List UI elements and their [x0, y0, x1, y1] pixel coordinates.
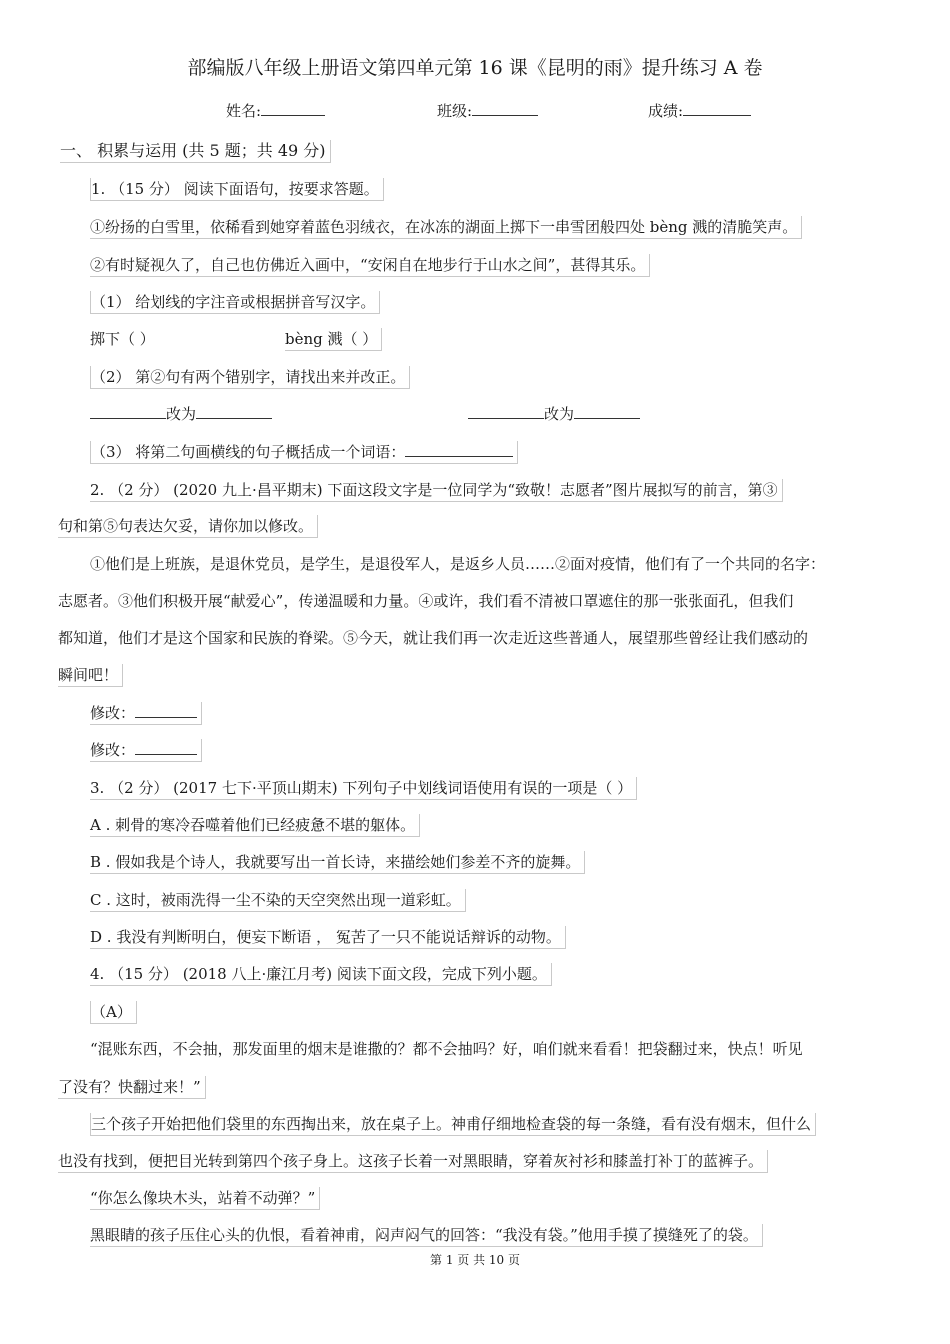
q4-reading-line-4: 也没有找到，便把目光转到第四个孩子身上。这孩子长着一对黑眼睛，穿着灰衬衫和膝盖打补丁的蓝裤子。: [58, 1150, 768, 1173]
q1-sentence-1: ①纷扬的白雪里，依稀看到她穿着蓝色羽绒衣，在冰冻的湖面上掷下一串雪团般四处 bèng 溅的清脆笑声。: [90, 216, 802, 239]
q2-fix-1-blank[interactable]: [135, 702, 197, 718]
q4-reading-line-6: 黑眼睛的孩子压住心头的仇恨，看着神甫，闷声闷气的回答：“我没有袋。”他用手摸了摸缝死了的袋。: [90, 1224, 763, 1247]
q1-part-1-answer-a: 掷下（ ）: [90, 330, 155, 348]
q1-part-2: （2） 第②句有两个错别字，请找出来并改正。: [90, 366, 410, 389]
score-field: [648, 100, 751, 122]
q2-text-line-2: 志愿者。③他们积极开展“献爱心”，传递温暖和力量。④或许，我们看不清被口罩遮住的那一张张面孔，但我们: [58, 592, 794, 610]
page-footer: 第 1 页 共 10 页: [430, 1253, 520, 1267]
q3-stem: 3. （2 分） (2017 七下·平顶山期末) 下列句子中划线词语使用有误的一项是（ ）: [90, 777, 637, 800]
class-label: 班级:: [437, 102, 473, 120]
correct-char-blank-2[interactable]: [574, 403, 640, 419]
q2-text-line-1: ①他们是上班族，是退休党员，是学生，是退役军人，是返乡人员……②面对疫情，他们有了一个共同的名字：: [90, 555, 826, 573]
q2-fix-2: [90, 739, 202, 762]
q3-option-d[interactable]: D . 我没有判断明白，便妄下断语 ， 冤苦了一只不能说话辩诉的动物。: [90, 926, 566, 949]
q2-stem-line-2: 句和第⑤句表达欠妥，请你加以修改。: [58, 515, 318, 538]
wrong-char-blank-2[interactable]: [468, 403, 544, 419]
q4-reading-line-1: “混账东西，不会抽，那发面里的烟末是谁撒的？都不会抽吗？好，咱们就来看看！把袋翻过来，快点！听见: [90, 1040, 803, 1058]
q1-part-2-answer-2: [468, 403, 640, 425]
q4-stem: 4. （15 分） (2018 八上·廉江月考) 阅读下面文段，完成下列小题。: [90, 963, 552, 986]
score-blank[interactable]: [683, 100, 751, 116]
q2-fix-1: [90, 702, 202, 725]
change-to-label-1: 改为: [166, 405, 197, 423]
q1-stem: 1. （15 分） 阅读下面语句，按要求答题。: [90, 178, 384, 201]
name-label: 姓名:: [226, 102, 262, 120]
correct-char-blank-1[interactable]: [196, 403, 272, 419]
q1-part-3-text: （3） 将第二句画横线的句子概括成一个词语：: [91, 443, 406, 461]
q4-part-label: （A）: [90, 1001, 137, 1024]
q2-fix-2-label: 修改：: [90, 741, 136, 759]
q1-sentence-2: ②有时疑视久了，自己也仿佛近入画中，“安闲自在地步行于山水之间”，甚得其乐。: [90, 254, 650, 277]
name-field: [226, 100, 325, 122]
q4-reading-line-5: “你怎么像块木头，站着不动弹？”: [90, 1187, 320, 1210]
class-field: [437, 100, 538, 122]
q1-part-3-blank[interactable]: [405, 441, 513, 457]
page-title: 部编版八年级上册语文第四单元第 16 课《昆明的雨》提升练习 A 卷: [187, 57, 763, 79]
q2-fix-2-blank[interactable]: [135, 739, 197, 755]
q3-option-c[interactable]: C . 这时，被雨洗得一尘不染的天空突然出现一道彩虹。: [90, 889, 466, 912]
q3-option-a[interactable]: A . 刺骨的寒冷吞噬着他们已经疲惫不堪的躯体。: [90, 814, 420, 837]
class-blank[interactable]: [472, 100, 538, 116]
q4-reading-line-3: 三个孩子开始把他们袋里的东西掏出来，放在桌子上。神甫仔细地检查袋的每一条缝，看有没有烟末，但什么: [90, 1113, 816, 1136]
name-blank[interactable]: [261, 100, 325, 116]
q1-part-2-answer-1: [90, 403, 272, 425]
wrong-char-blank-1[interactable]: [90, 403, 166, 419]
q1-part-1: （1） 给划线的字注音或根据拼音写汉字。: [90, 291, 380, 314]
score-label: 成绩:: [648, 102, 684, 120]
q2-text-line-3: 都知道，他们才是这个国家和民族的脊梁。⑤今天，就让我们再一次走近这些普通人，展望那些曾经让我们感动的: [58, 629, 809, 647]
q2-text-line-4: 瞬间吧！: [58, 664, 123, 687]
q3-option-b[interactable]: B . 假如我是个诗人，我就要写出一首长诗，来描绘她们参差不齐的旋舞。: [90, 851, 585, 874]
change-to-label-2: 改为: [544, 405, 575, 423]
q2-stem-line-1: 2. （2 分） (2020 九上·昌平期末) 下面这段文字是一位同学为“致敬！志愿者”图片展拟写的前言，第③: [90, 479, 783, 502]
section-heading: 一、 积累与运用 (共 5 题；共 49 分): [60, 140, 331, 163]
q4-reading-line-2: 了没有？快翻过来！”: [58, 1076, 206, 1099]
q1-part-1-answer-b: bèng 溅（ ）: [285, 328, 382, 351]
q2-fix-1-label: 修改：: [90, 704, 136, 722]
q1-part-3: [90, 441, 518, 464]
